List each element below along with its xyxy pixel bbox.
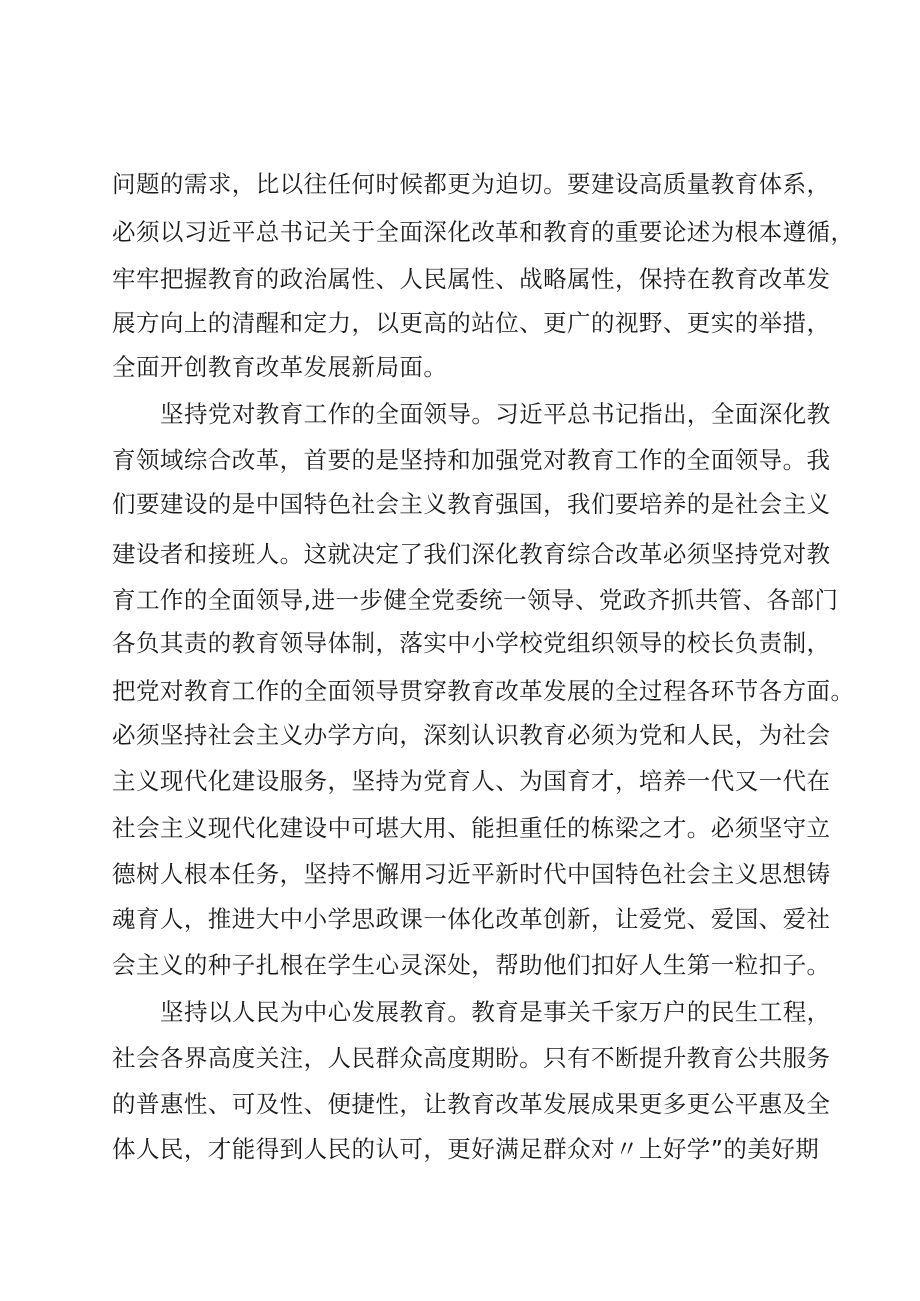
text-line: 社会各界高度关注，人民群众高度期盼。只有不断提升教育公共服务 xyxy=(112,1044,831,1072)
text-line: 体人民，才能得到人民的认可，更好满足群众对〃上好学”的美好期 xyxy=(112,1135,820,1163)
paragraph-first-line: 坚持党对教育工作的全面领导。习近平总书记指出，全面深化教 xyxy=(160,400,831,428)
text-line: 必须以习近平总书记关于全面深化改革和教育的重要论述为根本遵循， xyxy=(112,218,855,246)
paragraph-first-line: 坚持以人民为中心发展教育。教育是事关千家万户的民生工程， xyxy=(160,998,831,1026)
text-line: 问题的需求，比以往任何时候都更为迫切。要建设高质量教育体系， xyxy=(112,170,831,198)
text-line: 把党对教育工作的全面领导贯穿教育改革发展的全过程各环节各方面。 xyxy=(112,677,855,705)
text-line: 育工作的全面领导,进一步健全党委统一领导、党政齐抓共管、各部门 xyxy=(112,586,839,614)
text-line: 必须坚持社会主义办学方向，深刻认识教育必须为党和人民，为社会 xyxy=(112,721,831,749)
text-line: 各负其责的教育领导体制，落实中小学校党组织领导的校长负责制， xyxy=(112,629,831,657)
text-line: 牢牢把握教育的政治属性、人民属性、战略属性，保持在教育改革发 xyxy=(112,265,831,293)
text-line: 们要建设的是中国特色社会主义教育强国，我们要培养的是社会主义 xyxy=(112,490,831,518)
text-line: 社会主义现代化建设中可堪大用、能担重任的栋梁之才。必须坚守立 xyxy=(112,814,831,842)
text-line: 建设者和接班人。这就决定了我们深化教育综合改革必须坚持党对教 xyxy=(112,540,831,568)
text-line: 会主义的种子扎根在学生心灵深处，帮助他们扣好人生第一粒扣子。 xyxy=(112,951,831,979)
text-line: 德树人根本任务，坚持不懈用习近平新时代中国特色社会主义思想铸 xyxy=(112,860,831,888)
text-line: 魂育人，推进大中小学思政课一体化改革创新，让爱党、爱国、爱社 xyxy=(112,905,831,933)
text-line: 全面开创教育改革发展新局面。 xyxy=(112,353,448,381)
text-line: 育领域综合改革，首要的是坚持和加强党对教育工作的全面领导。我 xyxy=(112,446,831,474)
text-line: 主义现代化建设服务，坚持为党育人、为国育才，培养一代又一代在 xyxy=(112,767,831,795)
text-line: 展方向上的清醒和定力，以更高的站位、更广的视野、更实的举措， xyxy=(112,309,831,337)
text-line: 的普惠性、可及性、便捷性，让教育改革发展成果更多更公平惠及全 xyxy=(112,1090,831,1118)
